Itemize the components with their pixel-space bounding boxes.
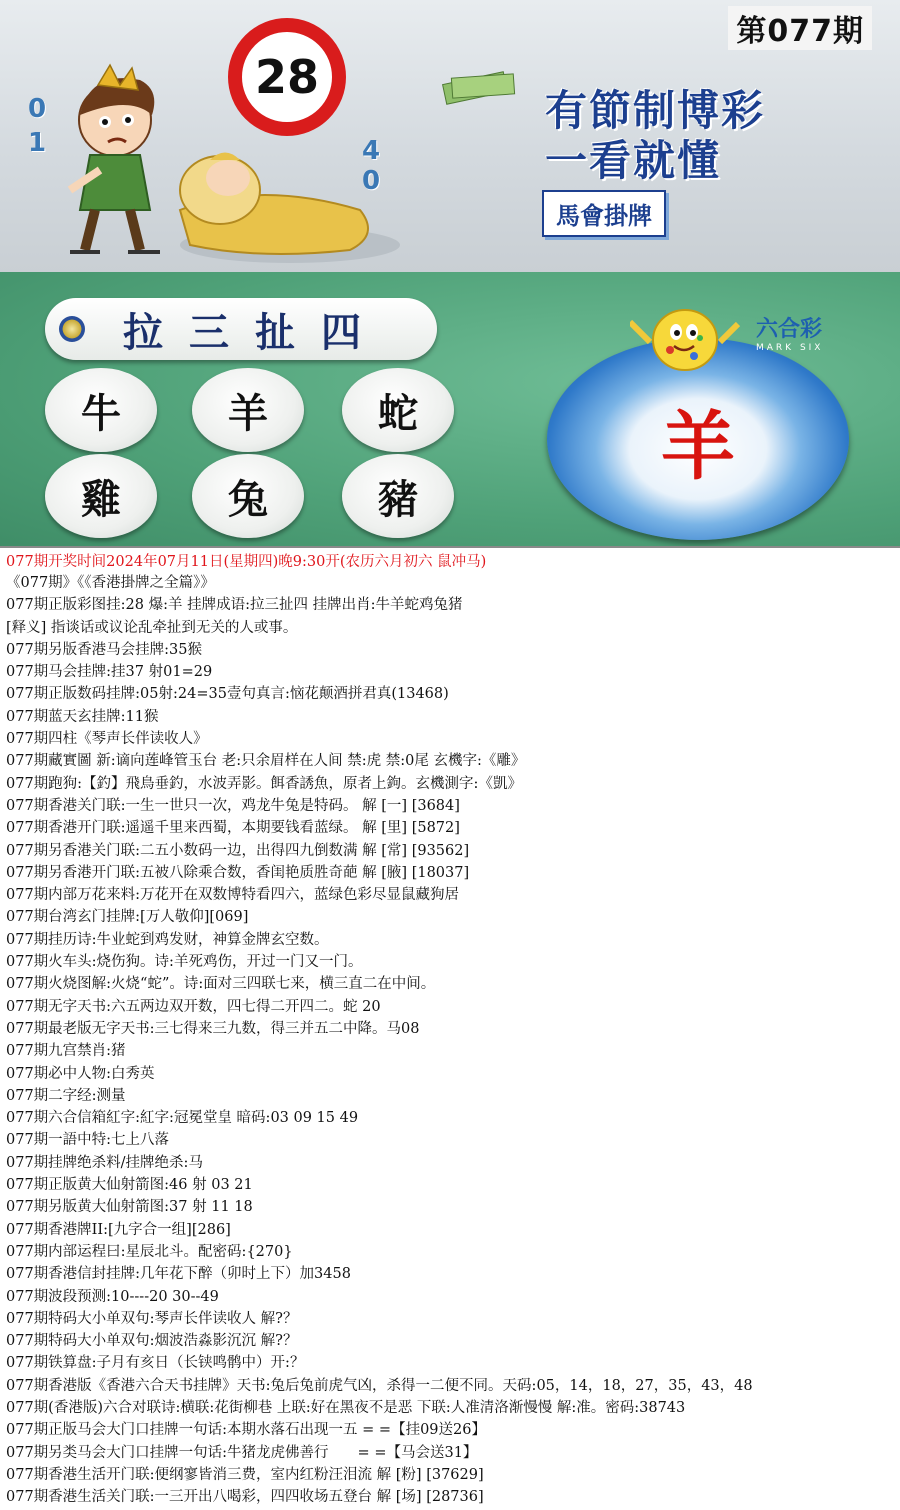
zodiac-rooster: 雞 <box>45 454 157 538</box>
info-line: 077期(香港版)六合对联诗:横联:花街柳巷 上联:好在黑夜不是恶 下联:人准清洛渐慢慢 解:准。密码:38743 <box>6 1399 686 1416</box>
mascot-ball-icon <box>630 302 740 374</box>
info-line: 077期特码大小单双句:琴声长伴读收人 解?？ <box>6 1310 298 1327</box>
info-line: 077期香港关门联:一生一世只一次，鸡龙牛兔是特码。 解 [一] [3684] <box>6 797 460 814</box>
mark-six-logo <box>756 312 823 353</box>
info-line: 077期另类马会大门口挂牌一句话:牛猪龙虎佛善行 = =【马会送31】 <box>6 1444 478 1461</box>
slogan-line-1: 有節制博彩 <box>545 86 766 135</box>
info-line: 077期特码大小单双句:烟波浩淼影沉沉 解?？ <box>6 1333 298 1350</box>
info-line: 077期内部万花来料:万花开在双数博特看四六，蓝绿色彩尽显鼠藏狗居 <box>6 887 460 904</box>
side-number: 0 <box>28 94 47 124</box>
info-list <box>0 552 900 1508</box>
hkjc-badge: 馬會掛牌 <box>542 190 666 237</box>
period-label: 第077期 <box>728 6 872 50</box>
idiom-box <box>45 298 437 360</box>
info-line: 077期马会挂牌:挂37 射01=29 <box>6 664 213 681</box>
info-line: 077期另版香港马会挂牌:35猴 <box>6 641 203 658</box>
info-line: 077期香港生活关门联:一三开出八喝彩，四四收场五登台 解 [场] [28736] <box>6 1489 484 1506</box>
info-line: 077期四柱《琴声长伴读收人》 <box>6 731 208 748</box>
cartoon-characters-image <box>60 60 410 270</box>
info-line: 077期九宫禁肖:猪 <box>6 1043 126 1060</box>
top-banner <box>0 0 900 272</box>
info-line: 077期香港生活开门联:便纲寥皆消三费，室内红粉汪泪流 解 [粉] [37629] <box>6 1466 484 1483</box>
info-line: 077期另版黄大仙射箭图:37 射 11 18 <box>6 1199 253 1216</box>
info-line: 077期香港牌II:[九字合一组][286] <box>6 1221 231 1238</box>
info-line: 077期火烧图解:火烧“蛇”。诗:面对三四联七来，横三直二在中间。 <box>6 976 436 993</box>
info-line: 077期一語中特:七上八落 <box>6 1132 170 1149</box>
info-line: 077期正版彩图挂:28 爆:羊 挂牌成语:拉三扯四 挂牌出肖:牛羊蛇鸡兔猪 <box>6 597 463 614</box>
info-line: 077期台湾玄门挂牌:[万人敬仰][069] <box>6 909 249 926</box>
info-line: 077期内部运程曰:星辰北斗。配密码:{270} <box>6 1243 293 1260</box>
info-line: 077期挂历诗:牛业蛇到鸡发财，神算金牌玄空数。 <box>6 931 329 948</box>
info-line: 077期挂牌绝杀料/挂牌绝杀:马 <box>6 1154 203 1171</box>
speed-limit-sign: 28 <box>228 18 346 136</box>
info-line: 077期香港版《香港六合天书挂牌》天书:兔后兔前虎气凶，杀得一二便不同。天码:05，14，18，27，35，43，48 <box>6 1377 753 1394</box>
info-line: 077期铁算盘:子月有亥日（长铗鸣鹘中）开:？ <box>6 1355 305 1372</box>
idiom-text: 拉三扯四 <box>123 308 387 356</box>
info-line: 077期香港开门联:遥遥千里来西蜀，本期要钱看蓝绿。 解 [里] [5872] <box>6 820 460 837</box>
slogan-line-2: 一看就懂 <box>545 136 722 185</box>
info-line: 077期无字天书:六五两边双开数，四七得二开四二。蛇 20 <box>6 998 381 1015</box>
info-line: 077期最老版无字天书:三七得来三九数，得三并五二中降。马08 <box>6 1020 420 1037</box>
info-line: [释义] 指谈话或议论乱牵扯到无关的人或事。 <box>6 619 298 636</box>
info-line: 《077期》《《香港掛牌之全篇》》 <box>6 575 215 591</box>
info-line: 077期跑狗:【釣】飛鳥垂釣，水波弄影。餌香誘魚，原者上鉤。玄機測字:《凱》 <box>6 775 522 792</box>
info-line: 077期另香港开门联:五被八除乘合数，香闺艳质胜奇葩 解 [腋] [18037] <box>6 864 470 881</box>
side-number: 4 <box>362 136 381 166</box>
info-line: 077期波段预测:10----20 30--49 <box>6 1288 219 1305</box>
info-line: 077期六合信箱紅字:紅字:冠冕堂皇 暗码:03 09 15 49 <box>6 1110 359 1127</box>
featured-zodiac: 羊 <box>661 404 735 490</box>
logo-subtitle: MARK SIX <box>756 343 824 353</box>
info-line: 077期二字经:测量 <box>6 1087 126 1104</box>
info-line: 077期正版数码挂牌:05射:24=35壹句真言:恼花颠酒拼君真(13468) <box>6 686 449 703</box>
poster-image <box>0 0 900 548</box>
coin-icon <box>59 316 85 342</box>
side-number: 0 <box>362 166 381 196</box>
info-line: 077期火车头:烧伤狗。诗:羊死鸡伤，开过一门又一门。 <box>6 954 363 971</box>
zodiac-rabbit: 兔 <box>192 454 304 538</box>
money-stack-icon <box>440 66 520 106</box>
zodiac-pig: 豬 <box>342 454 454 538</box>
zodiac-goat: 羊 <box>192 368 304 452</box>
info-line: 077期正版马会大门口挂牌一句话:本期水落石出现一五 = =【挂09送26】 <box>6 1422 486 1439</box>
logo-title: 六合彩 <box>756 317 823 342</box>
info-line: 077期香港信封挂牌:几年花下醉（卯时上下）加3458 <box>6 1266 351 1283</box>
zodiac-snake: 蛇 <box>342 368 454 452</box>
info-line: 077期藏實圖 新:谪向莲峰管玉台 老:只余眉样在人间 禁:虎 禁:0尾 玄機字:《雕》 <box>6 753 526 770</box>
info-lines <box>0 572 900 1508</box>
info-line: 077期正版黄大仙射箭图:46 射 03 21 <box>6 1177 253 1194</box>
info-line: 077期必中人物:白秀英 <box>6 1065 155 1082</box>
draw-time-header: 077期开奖时间2024年07月11日(星期四)晚9:30开(农历六月初六 鼠冲马) <box>6 554 487 570</box>
zodiac-panel <box>0 272 900 548</box>
side-number: 1 <box>28 128 47 158</box>
info-line: 077期蓝天玄挂牌:11猴 <box>6 708 159 725</box>
info-line: 077期另香港关门联:二五小数码一边，出得四九倒数满 解 [常] [93562] <box>6 842 470 859</box>
zodiac-ox: 牛 <box>45 368 157 452</box>
